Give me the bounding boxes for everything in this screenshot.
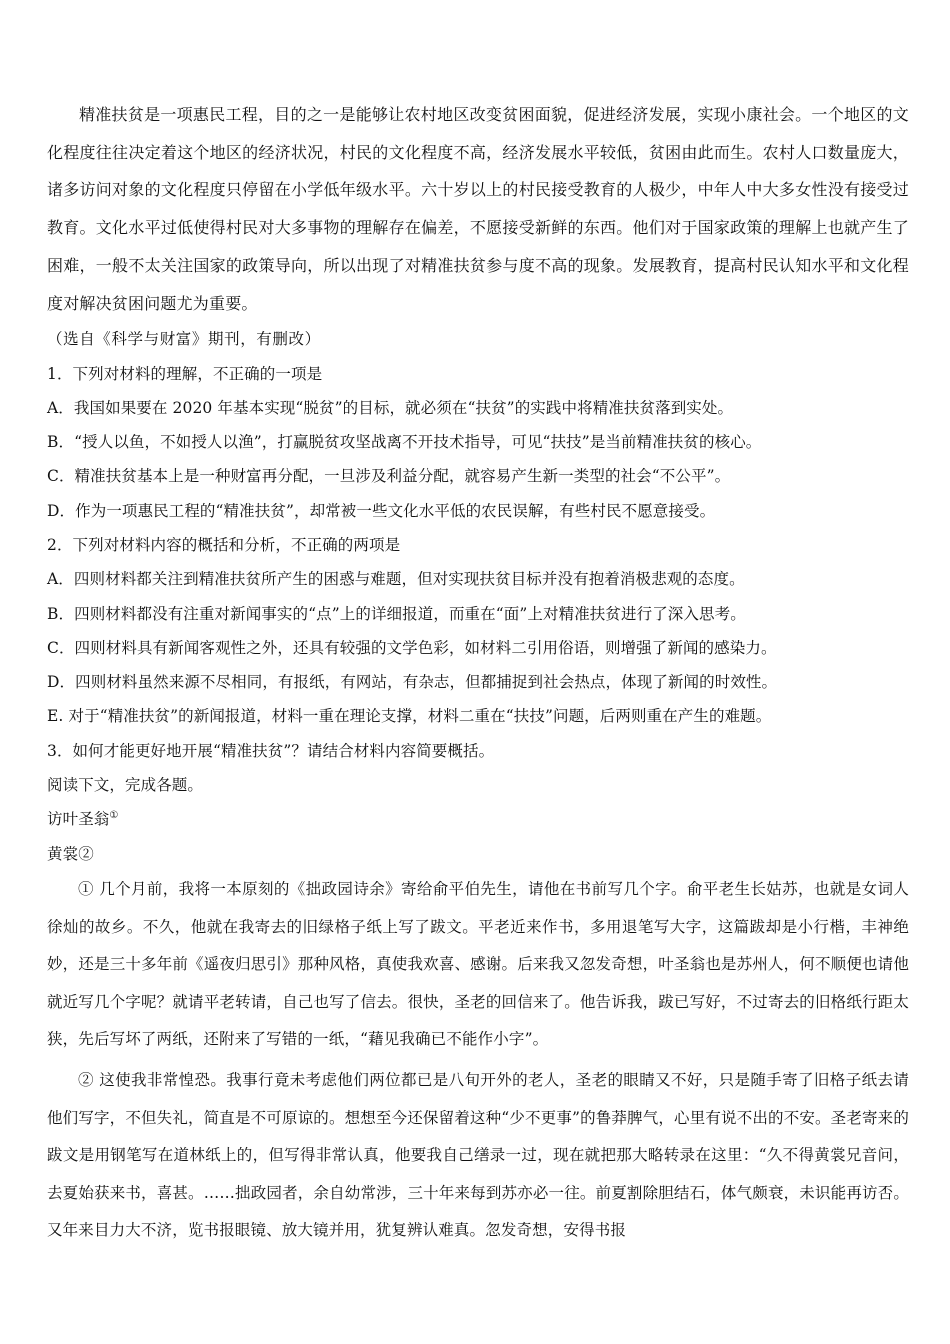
material-paragraph: 精准扶贫是一项惠民工程，目的之一是能够让农村地区改变贫困面貌，促进经济发展，实现小康社会。一个地区的文化程度往往决定着这个地区的经济状况，村民的文化程度不高，经济发展水平较低，贫困由此而生。农村人口数量庞大，诸多访问对象的文化程度只停留在小学低年级水平。六十岁以上的村民接受教育的人极少，中年人中大多女性没有接受过教育。文化水平过低使得村民对大多事物的理解存在偏差，不愿接受新鲜的东西。他们对于国家政策的理解上也就产生了困难，一般不太关注国家的政策导向，所以出现了对精准扶贫参与度不高的现象。发展教育，提高村民认知水平和文化程度对解决贫困问题尤为重要。 (47, 105, 909, 313)
reading-paragraph-2: ② 这使我非常惶恐。我事行竟未考虑他们两位都已是八旬开外的老人，圣老的眼睛又不好，只是随手寄了旧格子纸去请他们写字，不但失礼，简直是不可原谅的。想想至今还保留着这种“少不更事”的鲁莽脾气，心里有说不出的不安。圣老寄来的跋文是用钢笔写在道林纸上的，但写得非常认真，他要我自己缮录一过，现在就把那大略转录在这里：“久不得黄裳兄音问，去夏始获来书，喜甚。……拙政园者，余自幼常涉，三十年来每到苏亦必一往。前夏割除胆结石，体气颇衰，未识能再访否。又年来目力大不济，览书报眼镜、放大镜并用，犹复辨认难真。忽发奇想，安得书报 (47, 1070, 909, 1240)
material-source: （选自《科学与财富》期刊，有删改） (47, 330, 321, 349)
reading-instruction: 阅读下文，完成各题。 (47, 776, 204, 795)
document-page (47, 96, 909, 1250)
question-2-option-c: C．四则材料具有新闻客观性之外，还具有较强的文学色彩，如材料二引用俗语，则增强了新闻的感染力。 (47, 638, 777, 657)
question-2-option-a: A．四则材料都关注到精准扶贫所产生的困惑与难题，但对实现扶贫目标并没有抱着消极悲观的态度。 (47, 570, 745, 589)
reading-author: 黄裳② (47, 844, 94, 863)
question-1-option-d: D．作为一项惠民工程的“精准扶贫”，却常被一些文化水平低的农民误解，有些村民不愿意接受。 (47, 501, 716, 520)
reading-title (47, 802, 909, 836)
question-2-option-e: E. 对于“精准扶贫”的新闻报道，材料一重在理论支撑，材料二重在“扶技”问题，后两则重在产生的难题。 (47, 707, 772, 726)
question-2-option-b: B．四则材料都没有注重对新闻事实的“点”上的详细报道，而重在“面”上对精准扶贫进行了深入思考。 (47, 604, 746, 623)
question-1-option-b: B．“授人以鱼，不如授人以渔”，打赢脱贫攻坚战离不开技术指导，可见“扶技”是当前精准扶贫的核心。 (47, 433, 762, 452)
question-3-stem: 3．如何才能更好地开展“精准扶贫”？请结合材料内容简要概括。 (47, 741, 495, 760)
question-1-option-c: C．精准扶贫基本上是一种财富再分配，一旦涉及利益分配，就容易产生新一类型的社会“不公平”。 (47, 467, 731, 486)
question-1-stem: 1．下列对材料的理解，不正确的一项是 (47, 364, 323, 383)
reading-title-note: ① (109, 810, 119, 822)
reading-title-text: 访叶圣翁 (47, 810, 110, 829)
reading-paragraph-1: ① 几个月前，我将一本原刻的《拙政园诗余》寄给俞平伯先生，请他在书前写几个字。俞平老生长姑苏，也就是女词人徐灿的故乡。不久，他就在我寄去的旧绿格子纸上写了跋文。平老近来作书，多用退笔写大字，这篇跋却是小行楷，丰神绝妙，还是三十多年前《遥夜归思引》那种风格，真使我欢喜、感谢。后来我又忽发奇想，叶圣翁也是苏州人，何不顺便也请他就近写几个字呢？就请平老转请，自己也写了信去。很快，圣老的回信来了。他告诉我，跋已写好，不过寄去的旧格纸行距太狭，先后写坏了两纸，还附来了写错的一纸，“藉见我确已不能作小字”。 (47, 879, 909, 1049)
question-2-option-d: D．四则材料虽然来源不尽相同，有报纸，有网站，有杂志，但都捕捉到社会热点，体现了新闻的时效性。 (47, 673, 778, 692)
question-1-option-a: A．我国如果要在 2020 年基本实现“脱贫”的目标，就必须在“扶贫”的实践中将精准扶贫落到实处。 (47, 398, 734, 417)
question-2-stem: 2．下列对材料内容的概括和分析，不正确的两项是 (47, 536, 401, 554)
